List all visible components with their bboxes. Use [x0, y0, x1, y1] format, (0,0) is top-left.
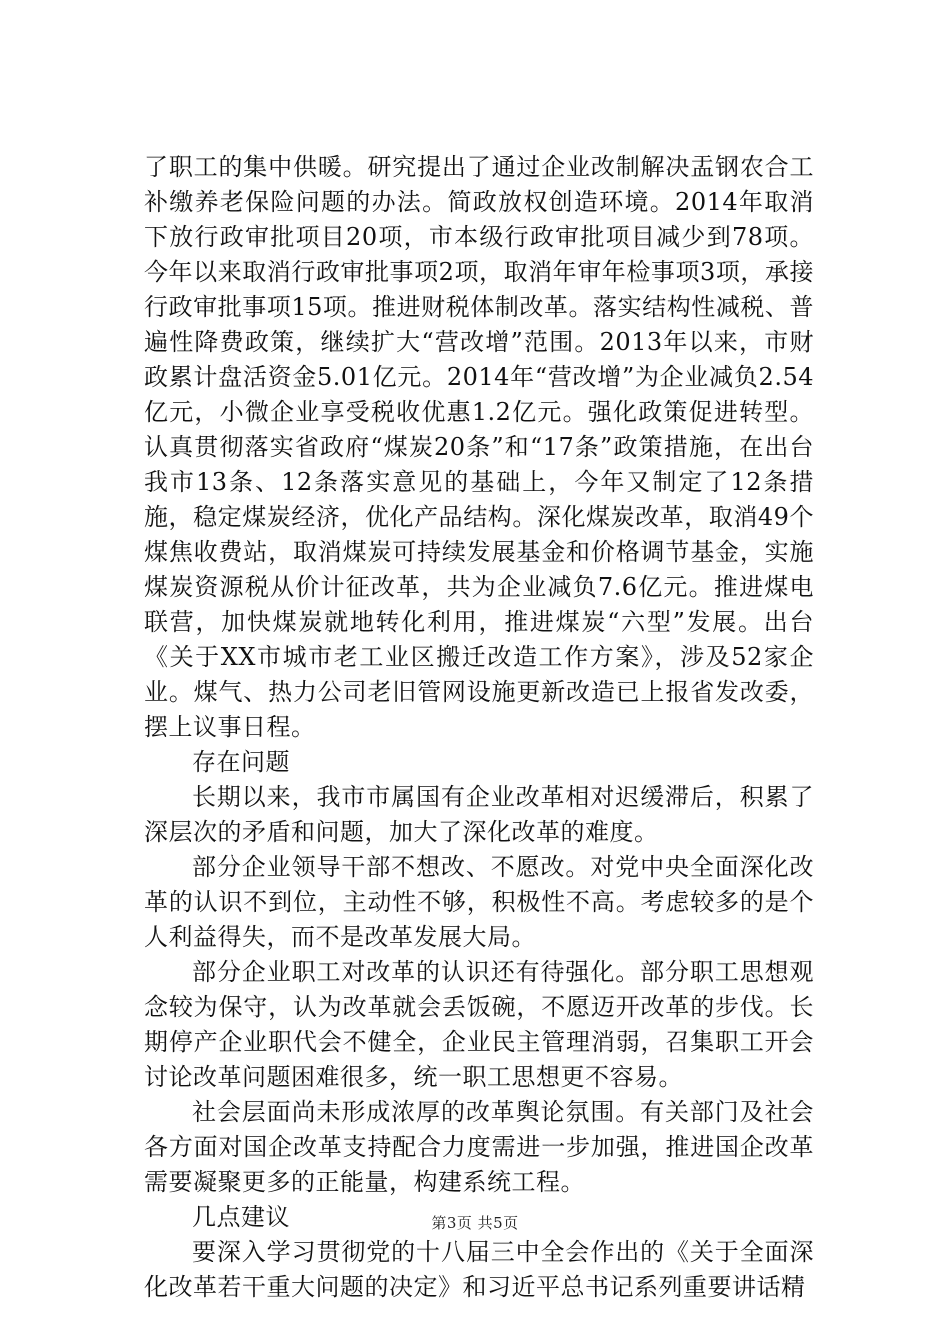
- paragraph-1: 了职工的集中供暖。研究提出了通过企业改制解决盂钢农合工补缴养老保险问题的办法。简政放权创造环境。2014年取消下放行政审批项目20项，市本级行政审批项目减少到78项。今年以来取消行政审批事项2项，取消年审年检事项3项，承接行政审批事项15项。推进财税体制改革。落实结构性减税、普遍性降费政策，继续扩大“营改增”范围。2013年以来，市财政累计盘活资金5.01亿元。2014年“营改增”为企业减负2.54亿元，小微企业享受税收优惠1.2亿元。强化政策促进转型。认真贯彻落实省政府“煤炭20条”和“17条”政策措施，在出台我市13条、12条落实意见的基础上，今年又制定了12条措施，稳定煤炭经济，优化产品结构。深化煤炭改革，取消49个煤焦收费站，取消煤炭可持续发展基金和价格调节基金，实施煤炭资源税从价计征改革，共为企业减负7.6亿元。推进煤电联营，加快煤炭就地转化利用，推进煤炭“六型”发展。出台《关于XX市城市老工业区搬迁改造工作方案》，涉及52家企业。煤气、热力公司老旧管网设施更新改造已上报省发改委，摆上议事日程。: [144, 153, 814, 741]
- paragraph-5: 社会层面尚未形成浓厚的改革舆论氛围。有关部门及社会各方面对国企改革支持配合力度需进一步加强，推进国企改革需要凝聚更多的正能量，构建系统工程。: [144, 1098, 814, 1196]
- paragraph-4: 部分企业职工对改革的认识还有待强化。部分职工思想观念较为保守，认为改革就会丢饭碗，不愿迈开改革的步伐。长期停产企业职代会不健全，企业民主管理消弱，召集职工开会讨论改革问题困难很多，统一职工思想更不容易。: [144, 958, 814, 1091]
- section-heading-suggestions: 几点建议: [192, 1203, 290, 1231]
- section-heading-problems: 存在问题: [192, 748, 290, 776]
- page-footer: 第3页 共5页: [431, 1214, 519, 1232]
- paragraph-3: 部分企业领导干部不想改、不愿改。对党中央全面深化改革的认识不到位，主动性不够，积极性不高。考虑较多的是个人利益得失，而不是改革发展大局。: [144, 853, 814, 951]
- paragraph-2: 长期以来，我市市属国有企业改革相对迟缓滞后，积累了深层次的矛盾和问题，加大了深化改革的难度。: [144, 783, 814, 846]
- document-body: [144, 150, 814, 1305]
- paragraph-6: 要深入学习贯彻党的十八届三中全会作出的《关于全面深化改革若干重大问题的决定》和习近平总书记系列重要讲话精: [144, 1238, 814, 1301]
